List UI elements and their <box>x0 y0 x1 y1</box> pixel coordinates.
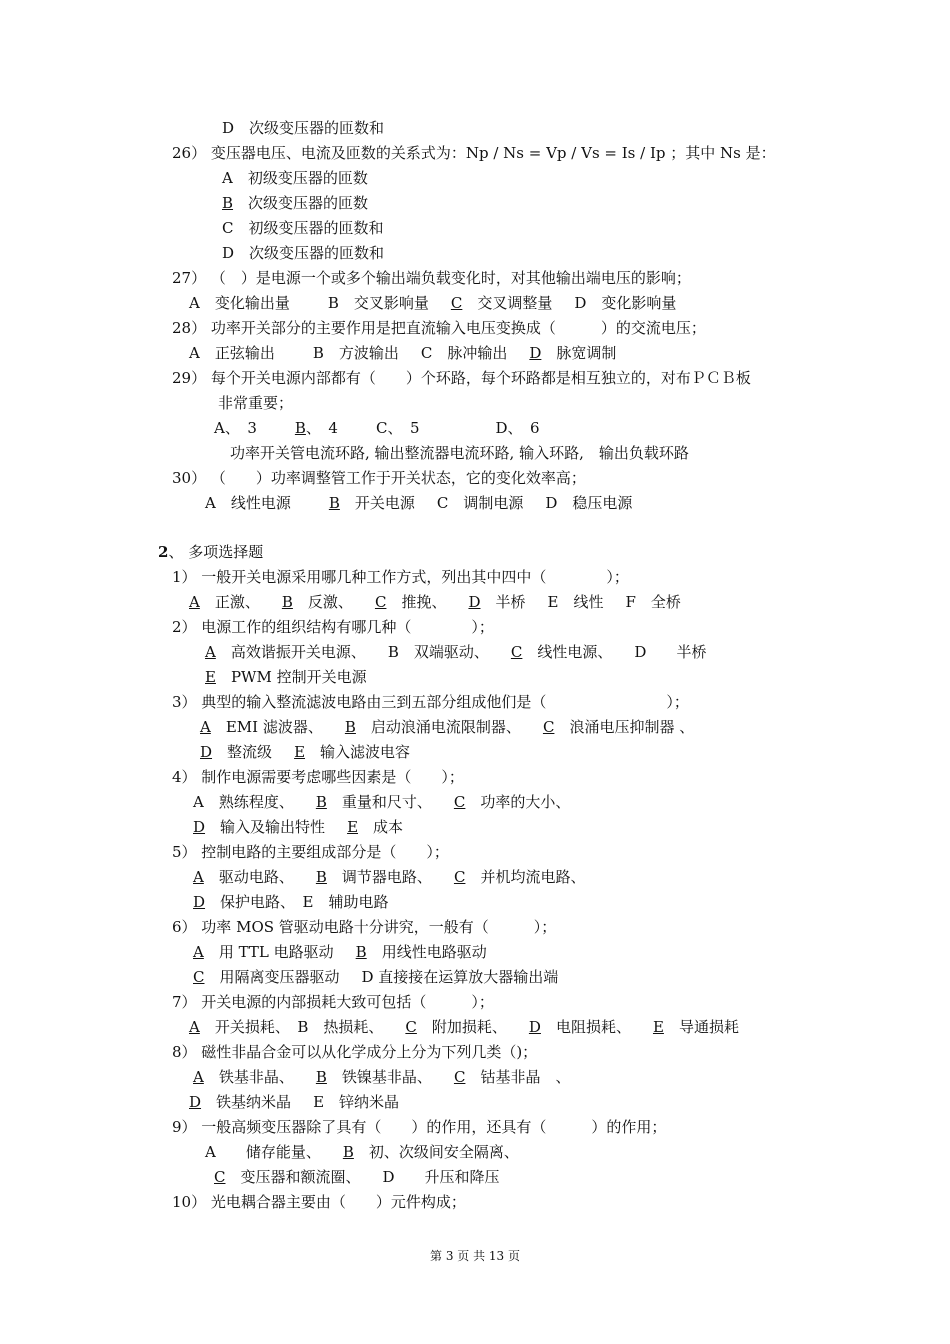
answer-mark: C <box>453 868 466 886</box>
m5-stem: 5） 控制电路的主要组成部分是（ ）； <box>172 843 449 861</box>
option-text: 钴基非晶 、 <box>480 1068 571 1086</box>
option-item <box>388 643 489 661</box>
m3-stem: 3） 典型的输入整流滤波电路由三到五部分组成他们是（ ）； <box>172 693 689 711</box>
m2-stem: 2） 电源工作的组织结构有哪几种（ ）； <box>172 618 494 636</box>
answer-mark: E <box>652 1018 664 1036</box>
m9-options-1 <box>205 1142 519 1162</box>
answer-mark: B <box>328 494 340 512</box>
m5-options-2 <box>193 892 389 912</box>
m6-options-1 <box>193 942 487 962</box>
option-item <box>214 1168 361 1186</box>
option-text: 并机均流电路、 <box>480 868 586 886</box>
option-text: 变压器和额流圈、 <box>240 1168 361 1186</box>
option-item <box>193 1068 294 1086</box>
option-text: 半桥 <box>495 593 526 611</box>
option-text: 初、次级间安全隔离、 <box>368 1143 519 1161</box>
option-text: 启动浪涌电流限制器、 <box>370 718 521 736</box>
q25-option-d: D 次级变压器的匝数和 <box>222 119 385 137</box>
answer-mark: A <box>189 593 200 611</box>
option-item <box>193 943 334 961</box>
q30-stem: 30） （ ）功率调整管工作于开关状态，它的变化效率高； <box>172 469 586 487</box>
q28-options: A 正弦输出 B 方波输出 C 脉冲输出 D 脉宽调制 <box>189 344 617 362</box>
option-item <box>543 718 694 736</box>
option-text: D 半桥 <box>634 643 707 661</box>
answer-mark: E <box>205 668 216 686</box>
q26-option-a: A 初级变压器的匝数 <box>222 169 368 187</box>
answer-mark: C <box>374 593 387 611</box>
answer-mark: C <box>450 294 463 312</box>
m1-options <box>189 592 681 612</box>
option-item <box>193 793 294 811</box>
m10-stem: 10） 光电耦合器主要由（ ）元件构成； <box>172 1193 466 1211</box>
option-text: 线性电源、 <box>537 643 613 661</box>
option-text: 铁基非晶、 <box>218 1068 294 1086</box>
option-item <box>375 593 447 611</box>
option-text: D 升压和降压 <box>382 1168 500 1186</box>
q27-options: A 变化输出量 B 交叉影响量 C 交叉调整量 D 变化影响量 <box>189 294 677 312</box>
option-item <box>625 593 680 611</box>
option-item <box>205 1143 321 1161</box>
m9-options-2 <box>214 1167 500 1187</box>
option-item <box>193 818 325 836</box>
option-text: B 双端驱动、 <box>387 643 489 661</box>
m5-options-1 <box>193 867 585 887</box>
option-text: 用隔离变压器驱动 <box>219 968 340 986</box>
answer-mark: A <box>200 718 211 736</box>
q27-stem: 27） （ ）是电源一个或多个输出端负载变化时，对其他输出端电压的影响； <box>172 269 691 287</box>
option-text: F 全桥 <box>625 593 681 611</box>
answer-mark: E <box>294 743 306 761</box>
answer-mark: C <box>453 793 466 811</box>
option-text: 铁基纳米晶 <box>216 1093 292 1111</box>
option-text: 导通损耗 <box>678 1018 739 1036</box>
option-item <box>362 968 559 986</box>
option-item <box>454 1068 571 1086</box>
option-item <box>294 743 410 761</box>
option-item <box>548 593 604 611</box>
option-item <box>193 893 389 911</box>
answer-mark: B <box>342 1143 354 1161</box>
option-item <box>313 1093 399 1111</box>
m7-stem: 7） 开关电源的内部损耗大致可包括（ ）； <box>172 993 494 1011</box>
section-heading: 2、 多项选择题 <box>158 543 264 561</box>
answer-mark: C <box>405 1018 417 1036</box>
option-text: 推挽、 <box>401 593 447 611</box>
answer-mark: B <box>281 593 293 611</box>
option-item <box>200 743 272 761</box>
option-text: E 线性 <box>547 593 604 611</box>
m3-options-2 <box>200 742 410 762</box>
q26-stem: 26） 变压器电压、电流及匝数的关系式为：Np / Ns = Vp / Vs = Is / Ip ；其中 Ns 是： <box>172 144 776 162</box>
answer-mark: D <box>189 1093 202 1111</box>
option-text: 附加损耗、 <box>431 1018 507 1036</box>
option-item <box>200 718 323 736</box>
q26-option-b: B 次级变压器的匝数 <box>222 194 369 212</box>
answer-mark: B <box>294 419 306 437</box>
option-item <box>529 1018 631 1036</box>
option-text: 浪涌电压抑制器 、 <box>569 718 695 736</box>
answer-mark: C <box>542 718 555 736</box>
option-text: 重量和尺寸、 <box>341 793 432 811</box>
option-text: 整流级 <box>227 743 273 761</box>
option-text: 输入滤波电容 <box>320 743 411 761</box>
option-text: 铁镍基非晶、 <box>341 1068 432 1086</box>
answer-mark: A <box>193 1068 204 1086</box>
option-item <box>189 593 260 611</box>
q29-options: A、 3 B、 4 C、 5 D、 6 <box>214 419 540 437</box>
m9-stem: 9） 一般高频变压器除了具有（ ）的作用，还具有（ ）的作用； <box>172 1118 667 1136</box>
answer-mark: A <box>189 1018 200 1036</box>
answer-mark: B <box>315 1068 327 1086</box>
m2-options-1 <box>205 642 706 662</box>
answer-mark: A <box>205 643 216 661</box>
page-footer: 第 3 页 共 13 页 <box>430 1249 520 1263</box>
option-text: 成本 <box>373 818 404 836</box>
option-item <box>405 1018 507 1036</box>
answer-mark: C <box>214 1168 226 1186</box>
q26-option-c: C 初级变压器的匝数和 <box>222 219 384 237</box>
answer-mark: B <box>344 718 356 736</box>
m4-stem: 4） 制作电源需要考虑哪些因素是（ ）； <box>172 768 464 786</box>
m8-stem: 8） 磁性非晶合金可以从化学成分上分为下列几类（)； <box>172 1043 538 1061</box>
option-item <box>189 1093 291 1111</box>
option-text: E 锌纳米晶 <box>313 1093 400 1111</box>
answer-mark: A <box>193 868 204 886</box>
answer-mark: D <box>528 1018 541 1036</box>
option-text: 保护电路、 E 辅助电路 <box>220 893 389 911</box>
q26-option-d: D 次级变压器的匝数和 <box>222 244 385 262</box>
answer-mark: C <box>453 1068 466 1086</box>
m7-options-1 <box>189 1017 739 1037</box>
m1-stem: 1） 一般开关电源采用哪几种工作方式，列出其中四中（ ）； <box>172 568 629 586</box>
option-item <box>383 1168 500 1186</box>
m6-stem: 6） 功率 MOS 管驱动电路十分讲究，一般有（ ）； <box>172 918 557 936</box>
q29-note: 功率开关管电流环路, 输出整流器电流环路, 输入环路, 输出负载环路 <box>230 444 689 462</box>
option-item <box>205 643 366 661</box>
option-text: PWM 控制开关电源 <box>230 668 367 686</box>
option-text: 用线性电路驱动 <box>381 943 487 961</box>
option-item <box>653 1018 739 1036</box>
option-text: D 直接接在运算放大器输出端 <box>361 968 559 986</box>
answer-mark: D <box>200 743 213 761</box>
option-item <box>316 868 432 886</box>
option-item <box>454 793 571 811</box>
option-item <box>345 718 521 736</box>
option-text: 输入及输出特性 <box>220 818 326 836</box>
m8-options-2 <box>189 1092 399 1112</box>
q30-options: A 线性电源 B 开关电源 C 调制电源 D 稳压电源 <box>205 494 633 512</box>
option-item <box>356 943 487 961</box>
option-text: 正激、 <box>214 593 260 611</box>
answer-mark: C <box>193 968 205 986</box>
answer-mark: C <box>510 643 523 661</box>
answer-mark: D <box>193 893 206 911</box>
answer-mark: B <box>315 793 327 811</box>
option-text: 反激、 <box>307 593 353 611</box>
m8-options-1 <box>193 1067 570 1087</box>
option-text: 调节器电路、 <box>341 868 432 886</box>
option-item <box>511 643 613 661</box>
answer-mark: D <box>468 593 481 611</box>
m6-options-2 <box>193 967 558 987</box>
option-text: 开关损耗、 B 热损耗、 <box>214 1018 384 1036</box>
option-item <box>347 818 403 836</box>
q29-stem: 29） 每个开关电源内部都有（ ）个环路，每个环路都是相互独立的，对布ＰＣＢ板 <box>172 369 751 387</box>
option-item <box>634 643 706 661</box>
option-text: 功率的大小、 <box>480 793 571 811</box>
option-item <box>205 668 367 686</box>
answer-mark: B <box>315 868 327 886</box>
answer-mark: D <box>529 344 542 362</box>
option-item <box>316 1068 432 1086</box>
option-text: 电阻损耗、 <box>555 1018 631 1036</box>
option-item <box>454 868 586 886</box>
option-item <box>343 1143 519 1161</box>
answer-mark: D <box>193 818 206 836</box>
m2-options-2 <box>205 667 367 687</box>
option-text: A 熟练程度、 <box>193 793 294 811</box>
answer-mark: B <box>222 194 234 212</box>
option-item <box>282 593 353 611</box>
option-item <box>193 968 340 986</box>
answer-mark: E <box>347 818 359 836</box>
option-item <box>468 593 525 611</box>
q28-stem: 28） 功率开关部分的主要作用是把直流输入电压变换成（ ）的交流电压； <box>172 319 706 337</box>
answer-mark: A <box>193 943 204 961</box>
q29-stem-cont: 非常重要； <box>218 394 294 412</box>
answer-mark: B <box>355 943 367 961</box>
m4-options-1 <box>193 792 570 812</box>
option-text: 高效谐振开关电源、 <box>230 643 366 661</box>
option-item <box>189 1018 383 1036</box>
option-text: 驱动电路、 <box>218 868 294 886</box>
option-text: A 储存能量、 <box>205 1143 321 1161</box>
option-item <box>316 793 432 811</box>
m3-options-1 <box>200 717 694 737</box>
m4-options-2 <box>193 817 403 837</box>
option-text: 用 TTL 电路驱动 <box>218 943 334 961</box>
option-item <box>193 868 294 886</box>
option-text: EMI 滤波器、 <box>225 718 323 736</box>
